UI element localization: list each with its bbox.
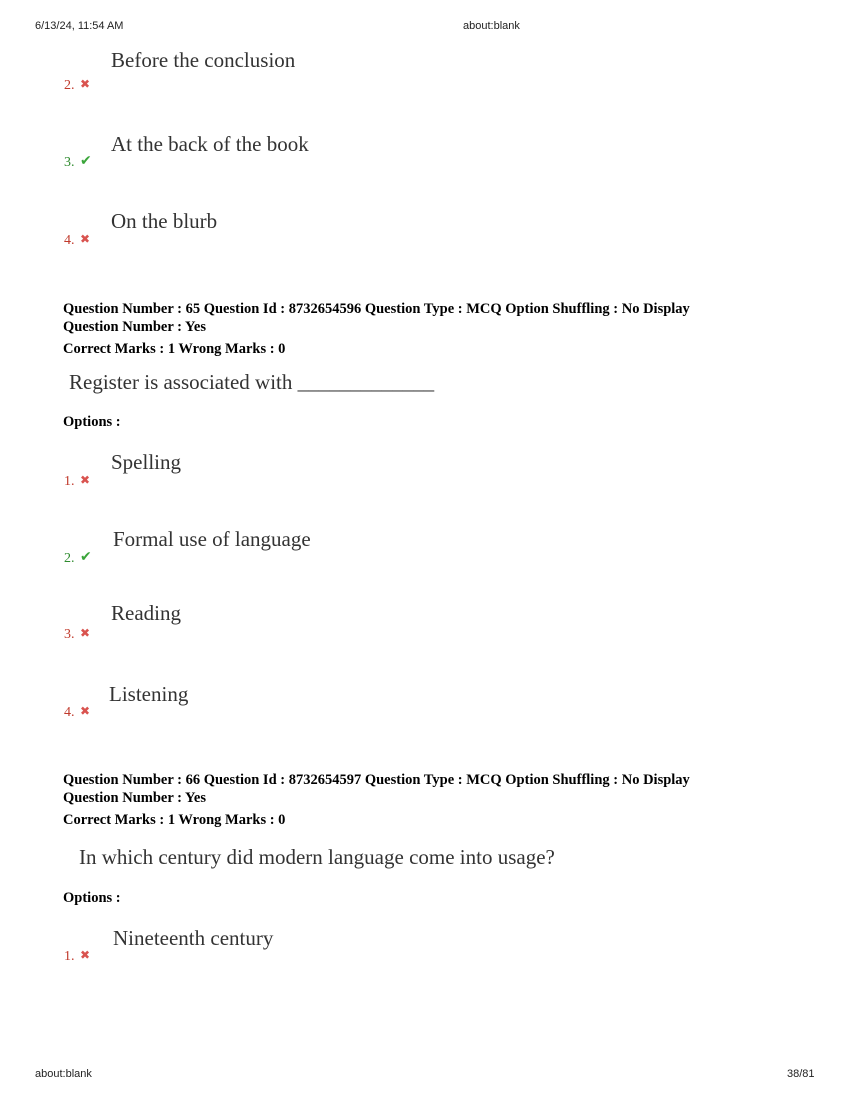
options-label: Options : — [63, 890, 121, 906]
question-meta — [63, 300, 690, 358]
meta-line: Question Number : Yes — [63, 319, 206, 335]
cross-icon: ✖ — [80, 626, 91, 640]
option-text: On the blurb — [111, 209, 218, 233]
question-text: In which century did modern language come into usage? — [79, 845, 555, 869]
option-row — [64, 450, 764, 510]
print-page-title: about:blank — [463, 20, 520, 32]
option-text: Reading — [111, 601, 181, 625]
option-text: Before the conclusion — [111, 48, 296, 72]
option-row — [64, 682, 764, 742]
print-datetime: 6/13/24, 11:54 AM — [35, 20, 124, 32]
meta-line: Correct Marks : 1 Wrong Marks : 0 — [63, 812, 286, 828]
cross-icon: ✖ — [80, 232, 91, 246]
check-icon: ✔ — [80, 153, 92, 169]
option-row — [64, 48, 764, 108]
cross-icon: ✖ — [80, 948, 91, 962]
print-url: about:blank — [35, 1068, 92, 1080]
option-number: 3. — [64, 155, 75, 170]
option-number: 4. — [64, 705, 75, 720]
cross-icon: ✖ — [80, 704, 91, 718]
cross-icon: ✖ — [80, 473, 91, 487]
option-text: Spelling — [111, 450, 182, 474]
question-text: Register is associated with _____________ — [69, 370, 435, 394]
option-row — [64, 601, 764, 661]
option-text: At the back of the book — [111, 132, 309, 156]
meta-line: Question Number : 65 Question Id : 8732654596 Question Type : MCQ Option Shuffling : No Display — [63, 301, 690, 317]
option-row — [64, 527, 764, 587]
option-number: 1. — [64, 949, 75, 964]
cross-icon: ✖ — [80, 77, 91, 91]
option-text: Listening — [109, 682, 189, 706]
meta-line: Question Number : 66 Question Id : 8732654597 Question Type : MCQ Option Shuffling : No Display — [63, 772, 690, 788]
option-text: Formal use of language — [113, 527, 311, 551]
meta-line: Question Number : Yes — [63, 790, 206, 806]
check-icon: ✔ — [80, 549, 92, 565]
meta-line: Correct Marks : 1 Wrong Marks : 0 — [63, 341, 286, 357]
option-number: 3. — [64, 627, 75, 642]
page-number: 38/81 — [787, 1068, 815, 1080]
option-number: 2. — [64, 551, 75, 566]
option-number: 4. — [64, 233, 75, 248]
option-number: 2. — [64, 78, 75, 93]
option-text: Nineteenth century — [113, 926, 274, 950]
question-meta — [63, 771, 690, 829]
option-number: 1. — [64, 474, 75, 489]
options-label: Options : — [63, 414, 121, 430]
option-row — [64, 132, 764, 192]
option-row — [64, 209, 764, 269]
option-row — [64, 926, 764, 986]
